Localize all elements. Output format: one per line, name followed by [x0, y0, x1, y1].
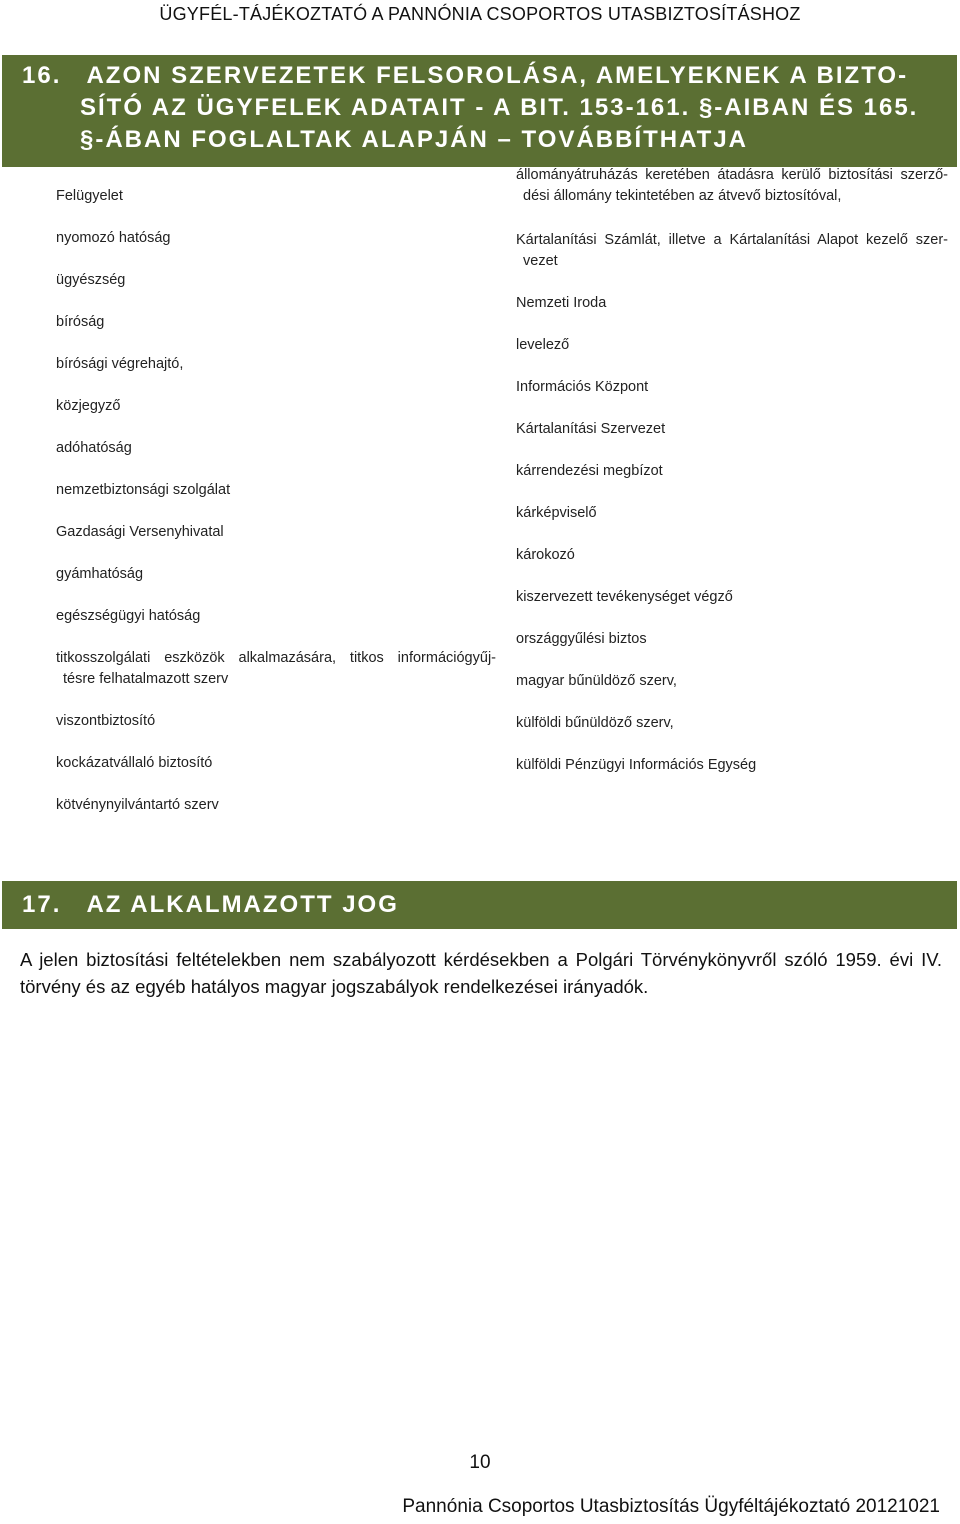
list-item: Felügyelet — [56, 188, 123, 204]
list-item: kötvénynyilvántartó szerv — [56, 797, 219, 813]
list-item: magyar bűnüldöző szerv, — [516, 673, 677, 689]
list-item: adóhatóság — [56, 440, 132, 456]
list-item — [56, 648, 496, 690]
list-item-line: Kártalanítási Számlát, illetve a Kártalanítási Alapot kezelő szer- — [516, 232, 948, 248]
list-item: bírósági végrehajtó, — [56, 356, 184, 372]
list-item: bíróság — [56, 314, 105, 330]
list-item: Kártalanítási Szervezet — [516, 421, 666, 437]
paragraph-line: A jelen biztosítási feltételekben nem szabályozott kérdésekben a Polgári Törvénykönyvről szóló 1959. évi IV. — [20, 949, 942, 970]
running-header: ÜGYFÉL-TÁJÉKOZTATÓ A PANNÓNIA CSOPORTOS UTASBIZTOSÍTÁSHOZ — [159, 4, 801, 24]
list-item: nyomozó hatóság — [56, 230, 171, 246]
list-item: Információs Központ — [516, 379, 649, 395]
section-16-heading-line-1: 16. AZON SZERVEZETEK FELSOROLÁSA, AMELYEKNEK A BIZTO- — [22, 62, 909, 89]
list-item: közjegyző — [56, 398, 121, 414]
list-item: gyámhatóság — [56, 566, 144, 582]
list-item-line: tésre felhatalmazott szerv — [63, 671, 229, 687]
list-item: országgyűlési biztos — [516, 631, 647, 647]
list-item: külföldi Pénzügyi Információs Egység — [516, 757, 757, 773]
list-item: viszontbiztosító — [56, 713, 156, 729]
list-item: kárrendezési megbízot — [516, 463, 663, 479]
applicable-law-paragraph — [20, 946, 942, 1000]
list-item-line: állományátruházás keretében átadásra kerülő biztosítási szerző- — [516, 167, 948, 183]
list-item: levelező — [516, 337, 570, 353]
list-item: külföldi bűnüldöző szerv, — [516, 715, 674, 731]
list-item: kárképviselő — [516, 505, 597, 521]
list-item: Gazdasági Versenyhivatal — [56, 524, 224, 540]
list-item: kiszervezett tevékenységet végző — [516, 589, 733, 605]
page-number: 10 — [469, 1452, 491, 1473]
section-17-heading: 17. AZ ALKALMAZOTT JOG — [2, 881, 957, 929]
list-item: egészségügyi hatóság — [56, 608, 201, 624]
list-item: károkozó — [516, 547, 575, 563]
section-16-heading — [2, 55, 957, 167]
paragraph-line: törvény és az egyéb hatályos magyar jogszabályok rendelkezései irányadók. — [20, 976, 649, 997]
page-footer: Pannónia Csoportos Utasbiztosítás Ügyféltájékoztató 20121021 — [402, 1496, 940, 1517]
list-item — [516, 165, 948, 207]
list-item: nemzetbiztonsági szolgálat — [56, 482, 231, 498]
section-16-heading-line-2: SÍTÓ AZ ÜGYFELEK ADATAIT - A BIT. 153-161. §-AIBAN ÉS 165. — [80, 94, 919, 121]
list-item — [516, 230, 948, 272]
list-item: ügyészség — [56, 272, 126, 288]
list-item-line: dési állomány tekintetében az átvevő biztosítóval, — [523, 188, 842, 204]
list-item: kockázatvállaló biztosító — [56, 755, 213, 771]
list-item: Nemzeti Iroda — [516, 295, 607, 311]
section-16-heading-line-3: §-ÁBAN FOGLALTAK ALAPJÁN – TOVÁBBÍTHATJA — [80, 126, 748, 153]
list-item-line: vezet — [523, 253, 558, 269]
list-item-line: titkosszolgálati eszközök alkalmazására, titkos információgyűj- — [56, 650, 496, 666]
